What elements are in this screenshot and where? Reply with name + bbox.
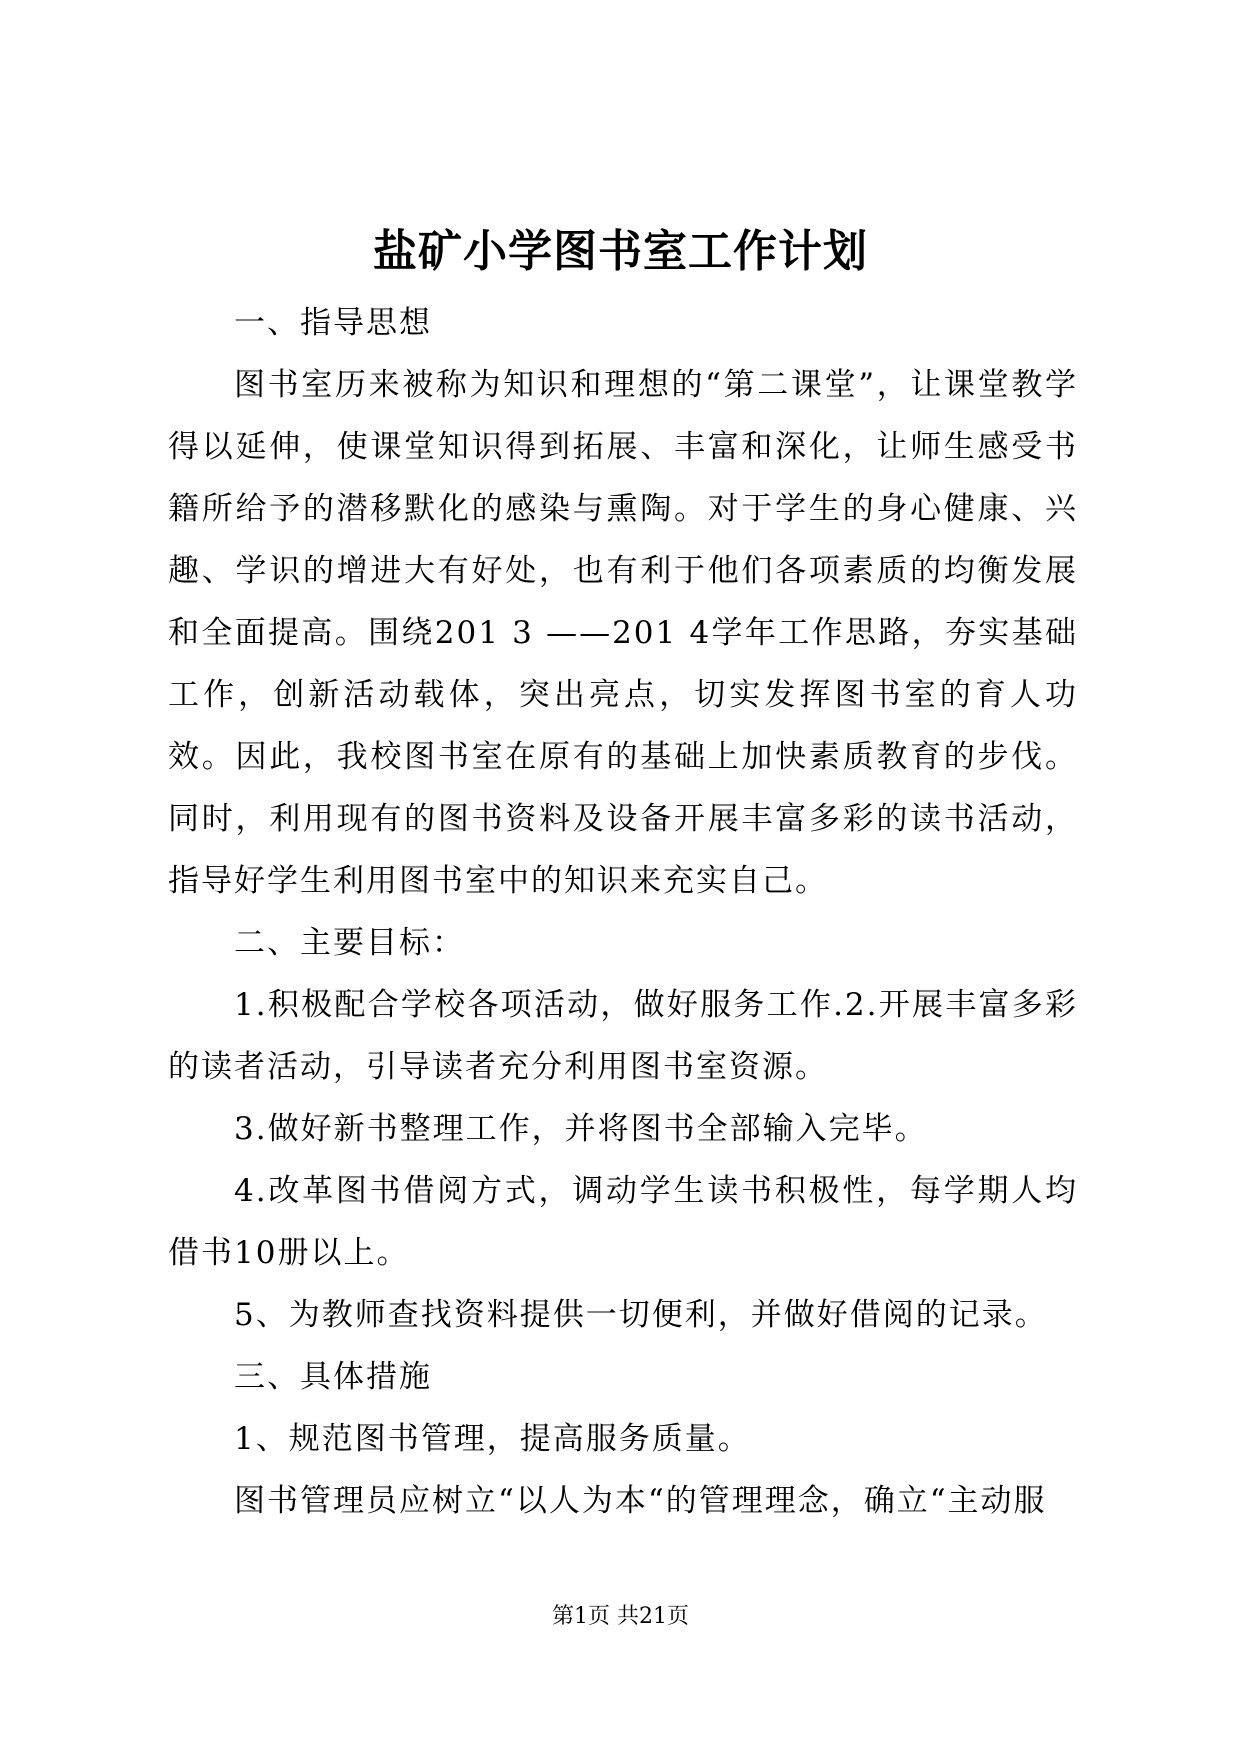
section-heading: 二、主要目标：: [234, 925, 465, 961]
document-title: 盐矿小学图书室工作计划: [373, 226, 868, 277]
section-heading: 三、具体措施: [234, 1359, 432, 1395]
paragraph: 4.改革图书借阅方式，调动学生读书积极性，每学期人均借书10册以上。: [168, 1173, 1078, 1271]
paragraph: 3.做好新书整理工作，并将图书全部输入完毕。: [234, 1111, 928, 1147]
paragraph: 1、规范图书管理，提高服务质量。: [234, 1421, 751, 1457]
section-heading: 一、指导思想: [234, 305, 432, 341]
document-body: [168, 292, 1078, 1532]
paragraph: 图书室历来被称为知识和理想的“第二课堂”，让课堂教学得以延伸，使课堂知识得到拓展、丰富和深化，让师生感受书籍所给予的潜移默化的感染与熏陶。对于学生的身心健康、兴趣、学识的增进大有好处，也有利于他们各项素质的均衡发展和全面提高。围绕201 3 ——201 4学年工作思路，夯实基础工作，创新活动载体，突出亮点，切实发挥图书室的育人功效。因此，我校图书室在原有的基础上加快素质教育的步伐。同时，利用现有的图书资料及设备开展丰富多彩的读书活动，指导好学生利用图书室中的知识来充实自己。: [168, 367, 1078, 899]
paragraph: 5、为教师查找资料提供一切便利，并做好借阅的记录。: [234, 1297, 1048, 1333]
page-footer: 第1页 共21页: [552, 1604, 689, 1629]
paragraph: 图书管理员应树立“以人为本“的管理理念，确立“主动服: [234, 1483, 1047, 1519]
paragraph: 1.积极配合学校各项活动，做好服务工作.2.开展丰富多彩的读者活动，引导读者充分利用图书室资源。: [168, 987, 1078, 1085]
